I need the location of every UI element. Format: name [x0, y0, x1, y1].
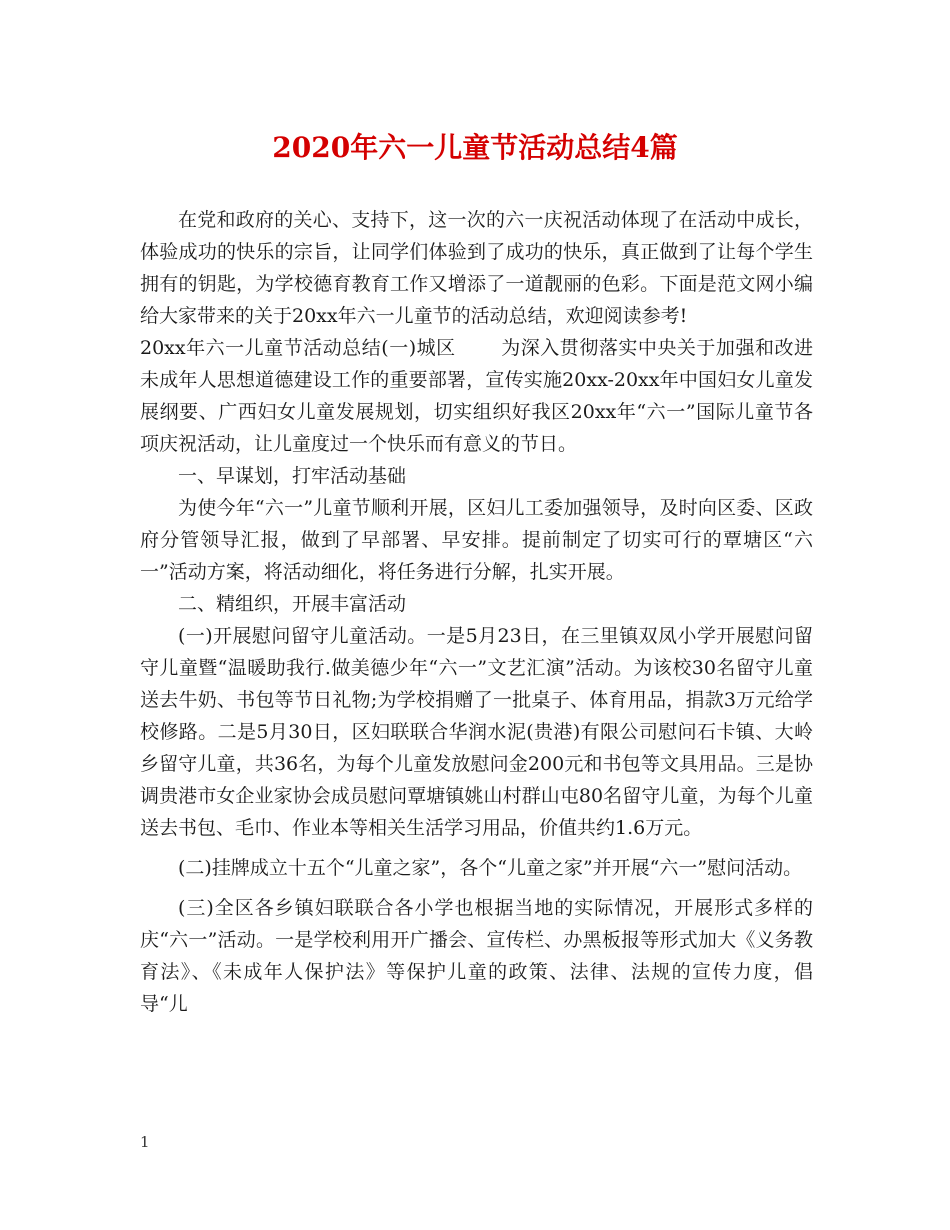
intro-paragraph: 在党和政府的关心、支持下，这一次的六一庆祝活动体现了在活动中成长，体验成功的快乐的宗旨，让同学们体验到了成功的快乐，真正做到了让每个学生拥有的钥匙，为学校德育教育工作又增添了一道靓丽的色彩。下面是范文网小编给大家带来的关于20xx年六一儿童节的活动总结，欢迎阅读参考! — [140, 209, 813, 327]
subheading-2: 二、精组织，开展丰富活动 — [178, 593, 407, 615]
subheading-1: 一、早谋划，打牢活动基础 — [178, 465, 407, 487]
document-title: 2020年六一儿童节活动总结4篇 — [272, 131, 678, 164]
section-heading-paragraph: 20xx年六一儿童节活动总结(一)城区 为深入贯彻落实中央关于加强和改进未成年人思想道德建设工作的重要部署，宣传实施20xx-20xx年中国妇女儿童发展纲要、广西妇女儿童发展规划，切实组织好我区20xx年“六一”国际儿童节各项庆祝活动，让儿童度过一个快乐而有意义的节日。 — [140, 337, 813, 455]
body-paragraph-1: 为使今年“六一”儿童节顺利开展，区妇儿工委加强领导，及时向区委、区政府分管领导汇报，做到了早部署、早安排。提前制定了切实可行的覃塘区“六一”活动方案，将活动细化，将任务进行分解，扎实开展。 — [140, 497, 813, 583]
page-number: 1 — [140, 1133, 150, 1151]
body-paragraph-3: (二)挂牌成立十五个“儿童之家”，各个“儿童之家”并开展“六一”慰问活动。 — [178, 857, 803, 879]
body-paragraph-4: (三)全区各乡镇妇联联合各小学也根据当地的实际情况，开展形式多样的庆“六一”活动。一是学校利用开广播会、宣传栏、办黑板报等形式加大《义务教育法》、《未成年人保护法》等保护儿童的政策、法律、法规的宣传力度，倡导“儿 — [140, 897, 813, 1015]
document-body — [140, 204, 813, 1020]
body-paragraph-2: (一)开展慰问留守儿童活动。一是5月23日，在三里镇双凤小学开展慰问留守儿童暨“温暖助我行.做美德少年“六一”文艺汇演”活动。为该校30名留守儿童送去牛奶、书包等节日礼物;为学校捐赠了一批桌子、体育用品，捐款3万元给学校修路。二是5月30日，区妇联联合华润水泥(贵港)有限公司慰问石卡镇、大岭乡留守儿童，共36名，为每个儿童发放慰问金200元和书包等文具用品。三是协调贵港市女企业家协会成员慰问覃塘镇姚山村群山屯80名留守儿童，为每个儿童送去书包、毛巾、作业本等相关生活学习用品，价值共约1.6万元。 — [140, 625, 813, 839]
